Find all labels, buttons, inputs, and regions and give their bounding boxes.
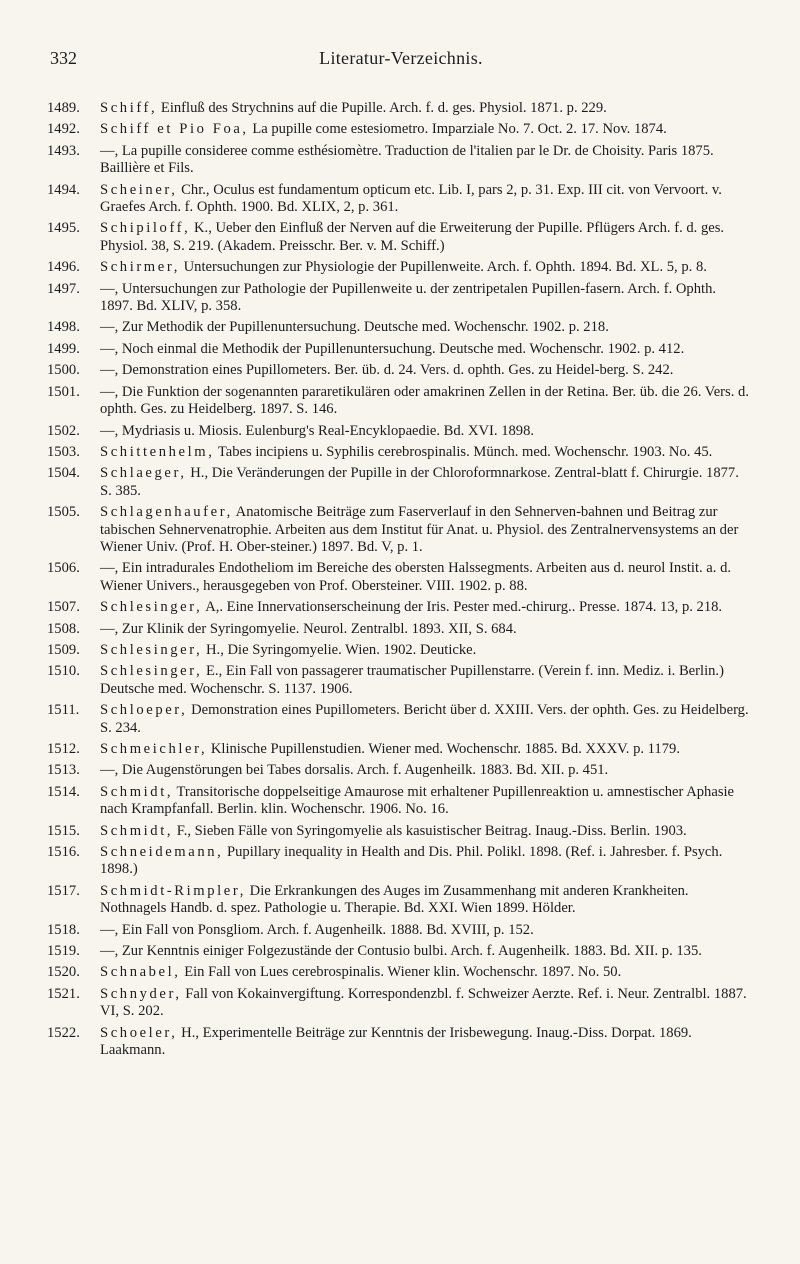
entry-author: Schipiloff, (100, 220, 191, 237)
entry-text: Pupillary inequality in Health and Dis. Phil. Polikl. 1898. (Ref. i. Jahresber. f. Psych. 1898.) (100, 844, 723, 878)
bibliography-entry (47, 883, 751, 918)
bibliography-entry (47, 319, 751, 336)
bibliography-entry (47, 341, 751, 358)
bibliography-entry (47, 922, 751, 939)
bibliography-entry (47, 986, 751, 1021)
entry-text: Einfluß des Strychnins auf die Pupille. Arch. f. d. ges. Physiol. 1871. p. 229. (157, 100, 607, 116)
entry-author: Schlaeger, (100, 465, 187, 482)
entry-text: —, Demonstration eines Pupillometers. Ber. üb. d. 24. Vers. d. ophth. Ges. zu Heidel-berg. S. 242. (100, 362, 674, 379)
entry-author: Schiff et Pio Foa, (100, 121, 249, 138)
entry-number: 1495. (47, 220, 80, 237)
entry-text: Untersuchungen zur Physiologie der Pupillenweite. Arch. f. Ophth. 1894. Bd. XL. 5, p. 8. (179, 259, 707, 276)
entry-number: 1506. (47, 560, 80, 577)
entry-number: 1514. (47, 783, 80, 800)
entry-text: H., Die Syringomyelie. Wien. 1902. Deuticke. (202, 641, 477, 658)
bibliography-entry (47, 143, 751, 178)
entry-text: Klinische Pupillenstudien. Wiener med. Wochenschr. 1885. Bd. XXXV. p. 1179. (207, 741, 680, 757)
entry-author: Schlagenhaufer, (100, 504, 233, 521)
bibliography-entry (47, 964, 751, 981)
bibliography-entry (47, 844, 751, 879)
entry-text: Anatomische Beiträge zum Faserverlauf in den Sehnerven-bahnen und Beitrag zur tabischen Sehnervenatrophie. Arbeiten aus dem Institut für Anat. u. Physiol. des Zentralnervensystems an der Wiener Univ. (Prof. H. Ober-steiner.) 1897. Bd. V, p. 1. (100, 504, 739, 555)
entry-number: 1500. (47, 362, 80, 379)
entry-text: —, Mydriasis u. Miosis. Eulenburg's Real-Encyklopaedie. Bd. XVI. 1898. (100, 422, 535, 439)
entry-author: Schmidt, (100, 822, 174, 839)
entry-author: Schittenhelm, (100, 443, 215, 460)
entry-number: 1494. (47, 181, 80, 198)
entry-text: Chr., Oculus est fundamentum opticum etc. Lib. I, pars 2, p. 31. Exp. III cit. von Vervoort. v. Graefes Arch. f. Ophth. 1900. Bd. XLIX, 2, p. 361. (100, 181, 722, 216)
bibliography-entry (47, 182, 751, 217)
bibliography-list (47, 100, 751, 1064)
entry-text: —, La pupille consideree comme esthésiomètre. Traduction de l'italien par le Dr. de Choisity. Paris 1875. Baillière et Fils. (100, 142, 714, 177)
entry-author: Schlesinger, (100, 663, 203, 680)
entry-author: Scheiner, (100, 181, 178, 198)
bibliography-entry (47, 784, 751, 819)
bibliography-entry (47, 121, 751, 138)
bibliography-entry (47, 444, 751, 461)
bibliography-entry (47, 663, 751, 698)
entry-text: Tabes incipiens u. Syphilis cerebrospinalis. Münch. med. Wochenschr. 1903. No. 45. (214, 443, 713, 460)
bibliography-entry (47, 220, 751, 255)
entry-number: 1489. (47, 100, 80, 116)
entry-number: 1508. (47, 620, 80, 637)
entry-number: 1498. (47, 319, 80, 336)
entry-number: 1522. (47, 1024, 80, 1041)
entry-text: —, Zur Kenntnis einiger Folgezustände der Contusio bulbi. Arch. f. Augenheilk. 1883. Bd. XII. p. 135. (100, 943, 702, 960)
entry-author: Schmidt, (100, 783, 174, 800)
entry-text: E., Ein Fall von passagerer traumatischer Pupillenstarre. (Verein f. inn. Mediz. i. Berlin.) Deutsche med. Wochenschr. S. 1137. 1906. (100, 663, 724, 697)
bibliography-entry (47, 259, 751, 276)
entry-number: 1504. (47, 465, 80, 482)
bibliography-entry (47, 362, 751, 379)
running-title: Literatur-Verzeichnis. (319, 48, 483, 68)
entry-text: La pupille come estesiometro. Imparziale No. 7. Oct. 2. 17. Nov. 1874. (248, 121, 667, 138)
entry-author: Schneidemann, (100, 844, 224, 861)
entry-number: 1509. (47, 641, 80, 658)
entry-author: Schnyder, (100, 985, 182, 1002)
entry-text: —, Die Funktion der sogenannten pararetikulären oder amakrinen Zellen in der Retina. Ber. üb. die 26. Vers. d. ophth. Ges. zu Heidelberg. 1897. S. 146. (100, 383, 749, 418)
entry-text: Transitorische doppelseitige Amaurose mit erhaltener Pupillenreaktion u. amnestischer Aphasie nach Krampfanfall. Berlin. klin. Wochenschr. 1906. No. 16. (100, 783, 735, 818)
bibliography-entry (47, 423, 751, 440)
page-header (50, 48, 752, 70)
entry-number: 1520. (47, 964, 80, 981)
entry-text: Demonstration eines Pupillometers. Bericht über d. XXIII. Vers. der ophth. Ges. zu Heidelberg. S. 234. (100, 702, 749, 736)
entry-number: 1499. (47, 340, 80, 357)
entry-text: —, Ein Fall von Ponsgliom. Arch. f. Augenheilk. 1888. Bd. XVIII, p. 152. (100, 921, 534, 938)
bibliography-entry (47, 1025, 751, 1060)
entry-text: Ein Fall von Lues cerebrospinalis. Wiener klin. Wochenschr. 1897. No. 50. (180, 964, 622, 981)
bibliography-entry (47, 384, 751, 419)
bibliography-entry (47, 599, 751, 616)
entry-text: —, Zur Methodik der Pupillenuntersuchung. Deutsche med. Wochenschr. 1902. p. 218. (100, 319, 609, 336)
entry-author: Schloeper, (100, 702, 188, 719)
bibliography-entry (47, 642, 751, 659)
bibliography-entry (47, 702, 751, 737)
entry-number: 1492. (47, 121, 80, 138)
bibliography-entry (47, 504, 751, 556)
entry-number: 1510. (47, 663, 80, 680)
entry-number: 1507. (47, 599, 80, 616)
entry-number: 1521. (47, 985, 80, 1002)
bibliography-entry (47, 762, 751, 779)
entry-author: Schlesinger, (100, 599, 203, 616)
entry-number: 1516. (47, 844, 80, 861)
bibliography-entry (47, 100, 751, 117)
entry-number: 1512. (47, 741, 80, 757)
entry-text: —, Untersuchungen zur Pathologie der Pupillenweite u. der zentripetalen Pupillen-fasern. Arch. f. Ophth. 1897. Bd. XLIV, p. 358. (100, 280, 717, 315)
entry-text: A,. Eine Innervationserscheinung der Iris. Pester med.-chirurg.. Presse. 1874. 13, p. 218. (202, 599, 723, 616)
bibliography-entry (47, 741, 751, 758)
entry-number: 1505. (47, 504, 80, 521)
entry-number: 1501. (47, 383, 80, 400)
entry-text: —, Die Augenstörungen bei Tabes dorsalis. Arch. f. Augenheilk. 1883. Bd. XII. p. 451. (100, 762, 609, 779)
entry-number: 1496. (47, 259, 80, 276)
entry-author: Schmidt-Rimpler, (100, 882, 247, 899)
entry-number: 1519. (47, 943, 80, 960)
entry-text: Fall von Kokainvergiftung. Korrespondenzbl. f. Schweizer Aerzte. Ref. i. Neur. Zentralbl. 1887. VI, S. 202. (100, 985, 747, 1020)
entry-text: Die Erkrankungen des Auges im Zusammenhang mit anderen Krankheiten. Nothnagels Handb. d. spez. Pathologie u. Therapie. Bd. XXI. Wien 1899. Hölder. (100, 882, 689, 917)
entry-text: H., Experimentelle Beiträge zur Kenntnis der Irisbewegung. Inaug.-Diss. Dorpat. 1869. Laakmann. (100, 1024, 692, 1059)
entry-text: —, Zur Klinik der Syringomyelie. Neurol. Zentralbl. 1893. XII, S. 684. (100, 620, 517, 637)
entry-number: 1511. (47, 702, 80, 719)
bibliography-entry (47, 823, 751, 840)
page-number: 332 (50, 48, 77, 68)
entry-author: Schoeler, (100, 1024, 178, 1041)
bibliography-entry (47, 943, 751, 960)
entry-author: Schirmer, (100, 259, 180, 276)
entry-number: 1497. (47, 280, 80, 297)
entry-text: —, Ein intradurales Endotheliom im Bereiche des obersten Halssegments. Arbeiten aus d. neurol Instit. a. d. Wiener Univers., herausgegeben von Prof. Obersteiner. VIII. 1902. p. 88. (100, 560, 732, 594)
entry-number: 1515. (47, 822, 80, 839)
entry-number: 1502. (47, 422, 80, 439)
bibliography-entry (47, 621, 751, 638)
entry-author: Schlesinger, (100, 641, 203, 658)
entry-text: H., Die Veränderungen der Pupille in der Chloroformnarkose. Zentral-blatt f. Chirurgie. 1877. S. 385. (100, 465, 739, 499)
entry-number: 1503. (47, 443, 80, 460)
entry-text: K., Ueber den Einfluß der Nerven auf die Erweiterung der Pupille. Pflügers Arch. f. d. ges. Physiol. 38, S. 219. (Akadem. Preisschr. Ber. v. M. Schiff.) (100, 220, 725, 254)
entry-author: Schiff, (100, 100, 158, 116)
entry-text: F., Sieben Fälle von Syringomyelie als kasuistischer Beitrag. Inaug.-Diss. Berlin. 1903. (173, 822, 687, 839)
entry-number: 1513. (47, 762, 80, 779)
entry-number: 1493. (47, 142, 80, 159)
bibliography-entry (47, 465, 751, 500)
entry-author: Schnabel, (100, 964, 181, 981)
bibliography-entry (47, 560, 751, 595)
bibliography-entry (47, 281, 751, 316)
entry-number: 1517. (47, 882, 80, 899)
entry-text: —, Noch einmal die Methodik der Pupillenuntersuchung. Deutsche med. Wochenschr. 1902. p. 412. (100, 340, 685, 357)
entry-author: Schmeichler, (100, 741, 208, 757)
entry-number: 1518. (47, 921, 80, 938)
